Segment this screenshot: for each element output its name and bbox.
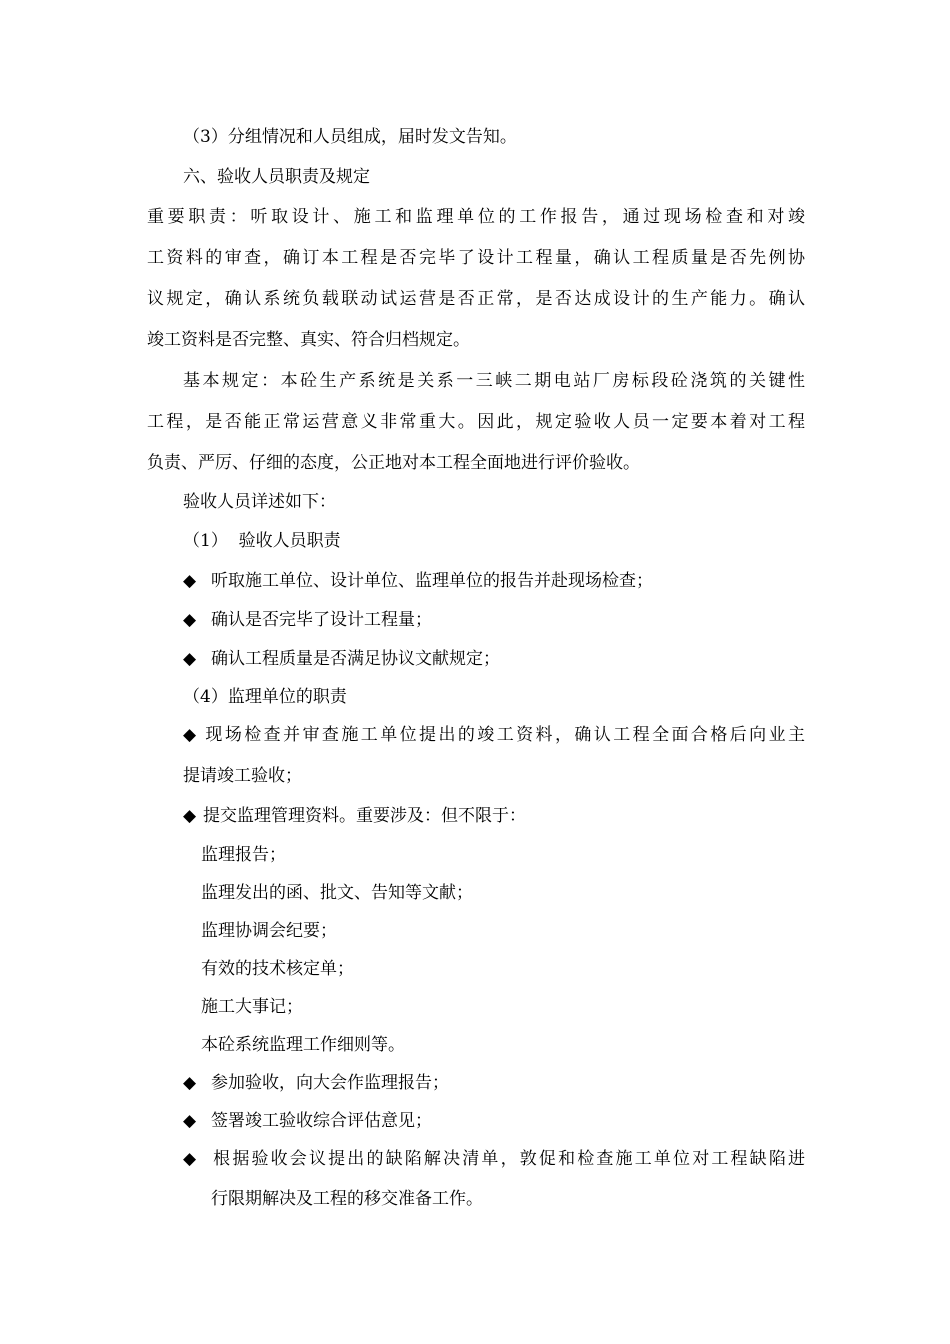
duties-line-2: 工资料的审查，确订本工程是否完毕了设计工程量，确认工程质量是否先例协 xyxy=(147,248,805,268)
sublist-item: 监理协调会纪要； xyxy=(201,921,337,941)
sublist-item: 监理发出的函、批文、告知等文献； xyxy=(201,883,473,903)
list-item: ◆ 听取施工单位、设计单位、监理单位的报告并赴现场检查； xyxy=(183,571,653,591)
rules-line-2: 工程，是否能正常运营意义非常重大。因此，规定验收人员一定要本着对工程 xyxy=(147,412,805,432)
duties-line-4: 竣工资料是否完整、真实、符合归档规定。 xyxy=(147,330,470,350)
sublist-item: 施工大事记； xyxy=(201,997,303,1017)
sublist-item: 本砼系统监理工作细则等。 xyxy=(201,1035,405,1055)
rules-line-1: 基本规定：本砼生产系统是关系一三峡二期电站厂房标段砼浇筑的关键性 xyxy=(183,371,805,391)
list-item-continuation: 行限期解决及工程的移交准备工作。 xyxy=(211,1189,483,1209)
list-item: ◆ 确认工程质量是否满足协议文献规定； xyxy=(183,649,500,669)
diamond-bullet-icon: ◆ xyxy=(183,725,197,745)
diamond-bullet-icon: ◆ xyxy=(183,610,197,630)
list-item: ◆ 确认是否完毕了设计工程量； xyxy=(183,610,432,630)
rules-line-3: 负责、严厉、仔细的态度，公正地对本工程全面地进行评价验收。 xyxy=(147,453,640,473)
diamond-bullet-icon: ◆ xyxy=(183,1149,197,1169)
diamond-bullet-icon: ◆ xyxy=(183,806,197,826)
diamond-bullet-icon: ◆ xyxy=(183,649,197,669)
list-item: ◆ 根据验收会议提出的缺陷解决清单，敦促和检查施工单位对工程缺陷进 xyxy=(183,1149,805,1169)
diamond-bullet-icon: ◆ xyxy=(183,1073,197,1093)
sublist-item: 有效的技术核定单； xyxy=(201,959,354,979)
personnel-intro: 验收人员详述如下： xyxy=(183,492,336,512)
paragraph-grouping: （3）分组情况和人员组成，届时发文告知。 xyxy=(183,127,517,147)
diamond-bullet-icon: ◆ xyxy=(183,1111,197,1131)
list-item: ◆ 签署竣工验收综合评估意见； xyxy=(183,1111,432,1131)
subheading-personnel-duties: （1） 验收人员职责 xyxy=(183,531,341,551)
subheading-supervisor-duties: （4）监理单位的职责 xyxy=(183,687,347,707)
list-item: ◆ 现场检查并审查施工单位提出的竣工资料，确认工程全面合格后向业主 xyxy=(183,725,805,745)
sublist-item: 监理报告； xyxy=(201,845,286,865)
section-heading: 六、验收人员职责及规定 xyxy=(183,167,370,187)
list-item: ◆ 提交监理管理资料。重要涉及：但不限于： xyxy=(183,806,526,826)
list-item: ◆ 参加验收，向大会作监理报告； xyxy=(183,1073,449,1093)
diamond-bullet-icon: ◆ xyxy=(183,571,197,591)
list-item-continuation: 提请竣工验收； xyxy=(183,766,302,786)
duties-line-1: 重要职责：听取设计、施工和监理单位的工作报告，通过现场检查和对竣 xyxy=(147,207,805,227)
duties-line-3: 议规定，确认系统负载联动试运营是否正常，是否达成设计的生产能力。确认 xyxy=(147,289,805,309)
